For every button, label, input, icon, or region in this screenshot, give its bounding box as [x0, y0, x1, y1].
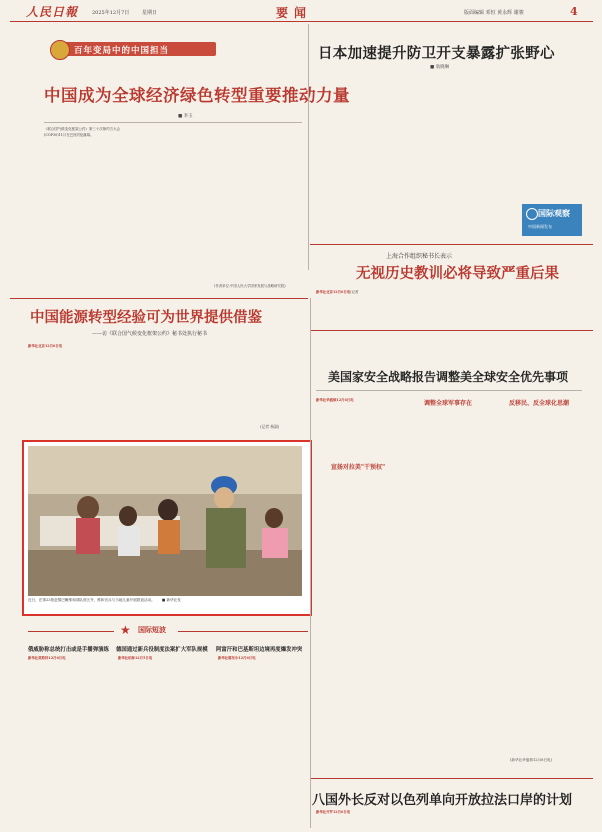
article5-dateline: 新华社华盛顿12月6日电 — [316, 398, 354, 402]
article2-byline: ■ 翁晓琳 — [430, 65, 450, 70]
article4-signoff: (记者 杨淑) — [260, 424, 280, 429]
section-name: 要闻 — [276, 6, 313, 20]
brief-item-2-body — [118, 656, 210, 826]
article1-author-note: (作者单位:中国人民大学国家发展与战略研究院) — [214, 284, 286, 288]
article1-body-col2 — [128, 127, 208, 297]
article3-kicker: 上海合作组织秘书长表示 — [386, 253, 453, 260]
article4-dateline: 新华社北京12月6日电 — [28, 344, 63, 348]
masthead-rule — [10, 21, 593, 22]
article5-title: 美国家安全战略报告调整美全球安全优先事项 — [328, 370, 569, 384]
article3-body — [316, 290, 578, 328]
article1-kicker: 百年变局中的中国担当 — [74, 46, 170, 56]
photo-caption-text: 近日，在第23批赴黎巴嫩维和部队营区外，维和官兵与当地儿童开展联谊活动。 — [28, 598, 155, 602]
article5-body-col3 — [496, 410, 582, 756]
article1-kicker-emblem — [50, 40, 70, 60]
paper-name: 人民日報 — [26, 5, 79, 19]
international-column-title: 国际观察 — [538, 208, 570, 218]
masthead — [0, 0, 602, 22]
article6-dateline: 新华社开罗12月6日电 — [316, 810, 351, 814]
article5-subhead-left: 宣扬对拉美"干预权" — [330, 464, 386, 471]
article2-title: 日本加速提升防卫开支暴露扩张野心 — [318, 45, 555, 62]
article4-subtitle: ——访《联合国气候变化框架公约》秘书处执行秘书 — [92, 331, 208, 337]
issue-date: 2025年12月7日 — [92, 10, 130, 16]
article3-reporter: (记者 — [350, 290, 359, 294]
article4-body-col1 — [28, 344, 96, 424]
article6-title: 八国外长反对以色列单向开放拉法口岸的计划 — [312, 793, 573, 808]
star-icon: ★ — [120, 623, 131, 637]
section-editors: 版面编辑 邓恒 黄永辉 谢骏 — [464, 10, 524, 16]
divider-article5 — [310, 330, 593, 331]
article3-title: 无视历史教训必将导致严重后果 — [356, 265, 559, 282]
brief-item-1-title: 俄威胁称总统打击或是手播弹演练 — [28, 647, 109, 653]
article3-dateline: 新华社北京12月6日电 — [316, 290, 351, 294]
divider-article6 — [310, 778, 593, 779]
divider-mid-right — [310, 244, 593, 245]
article4-title: 中国能源转型经验可为世界提供借鉴 — [30, 309, 262, 326]
article1-byline: ■ 李玉 — [178, 114, 193, 119]
globe-icon — [526, 208, 538, 220]
article5-subhead-right: 反移民、反全球化思潮 — [508, 400, 569, 407]
article5-body-col2 — [406, 410, 490, 774]
article5-rule — [316, 390, 582, 391]
article1-rule — [44, 122, 302, 123]
article1-body-col3 — [214, 127, 302, 297]
article6-body — [316, 810, 582, 830]
news-photo — [28, 446, 302, 596]
article4-body-col3 — [176, 344, 244, 424]
brief-item-3-body — [218, 656, 308, 826]
article5-body-col1 — [316, 398, 400, 446]
brief-item-2-dateline: 新华社柏林12月5日电 — [118, 656, 153, 660]
brief-rule-right — [178, 631, 308, 632]
article5-body-col1b — [316, 474, 400, 774]
col-divider-2 — [310, 298, 311, 828]
brief-item-1-body — [28, 656, 112, 826]
article1-title: 中国成为全球经济绿色转型重要推动力量 — [44, 86, 350, 105]
photo-caption — [28, 598, 302, 603]
brief-section-title: 国际短波 — [138, 625, 166, 634]
col-divider-1 — [308, 24, 309, 270]
brief-rule-left — [28, 631, 114, 632]
article1-lead — [44, 127, 120, 297]
international-column-subtitle: 中国新闻发布 — [528, 224, 552, 229]
article4-body-col4 — [250, 344, 308, 424]
divider-mid-left — [10, 298, 308, 299]
brief-item-2-title: 德国通过新兵役制度法案扩大军队规模 — [116, 647, 208, 653]
brief-item-3-dateline: 新华社喀布尔12月6日电 — [218, 656, 256, 660]
article1-lead-text: 《联合国气候变化框架公约》第三十次缔约方大会(COP30)11月在巴西贝伦落幕。 — [44, 127, 120, 137]
news-photo-image — [28, 446, 302, 596]
issue-weekday: 星期日 — [142, 10, 158, 16]
brief-item-3-title: 阿富汗和巴基斯坦边境再度爆发冲突 — [216, 647, 303, 653]
page-number: 4 — [570, 5, 578, 18]
article4-body-col2 — [102, 344, 170, 424]
article5-subhead-middle: 调整全球军事存在 — [423, 400, 472, 407]
photo-credit: ■ 新华社发 — [161, 598, 181, 602]
brief-item-1-dateline: 新华社莫斯科12月6日电 — [28, 656, 66, 660]
article5-signoff: (新华社华盛顿12月6日电) — [510, 758, 553, 762]
